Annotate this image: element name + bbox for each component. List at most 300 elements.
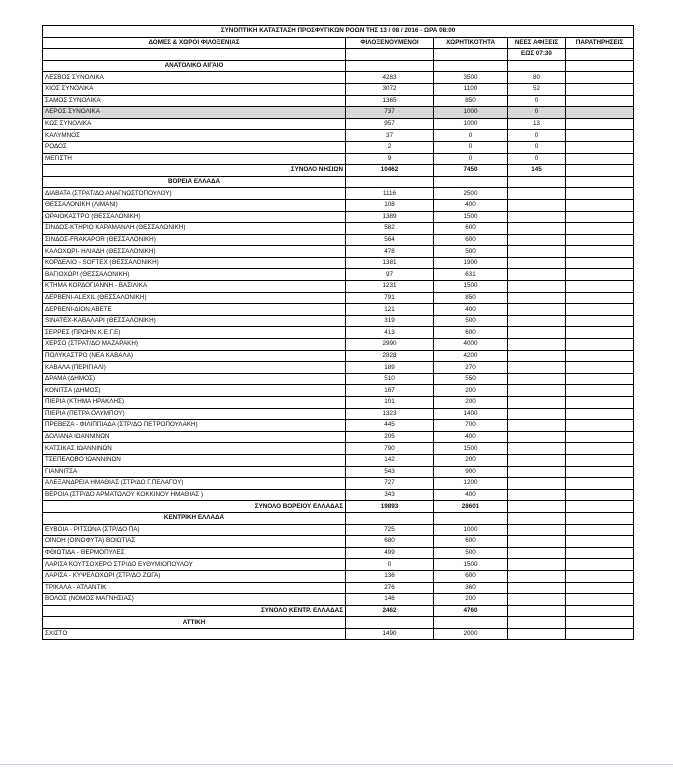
capacity-value: 200: [434, 454, 508, 466]
table-row: [43, 489, 634, 501]
structure-name: ΔΕΡΒΕΝΙ-ΔΙΟΝ ΑΒΕΤΕ: [43, 304, 346, 316]
table-row: [43, 466, 634, 478]
capacity-value: 28601: [434, 501, 508, 513]
capacity-value: 0: [434, 130, 508, 142]
empty-cell: [508, 617, 566, 629]
capacity-value: 850: [434, 292, 508, 304]
hosted-value: 146: [346, 594, 434, 606]
capacity-value: 550: [434, 373, 508, 385]
remarks-cell: [566, 141, 634, 153]
arrivals-value: [508, 570, 566, 582]
capacity-value: 1000: [434, 107, 508, 119]
capacity-value: 400: [434, 304, 508, 316]
empty-cell: [434, 617, 508, 629]
refugee-flows-table: [42, 25, 634, 640]
arrivals-value: [508, 246, 566, 258]
structure-name: ΧΙΟΣ ΣΥΝΟΛΙΚΑ: [43, 83, 346, 95]
table-row: [43, 431, 634, 443]
remarks-cell: [566, 478, 634, 490]
structure-name: ΘΕΣΣΑΛΟΝΙΚΗ (ΛΙΜΑΝΙ): [43, 199, 346, 211]
hosted-value: 10462: [346, 165, 434, 177]
capacity-value: 200: [434, 385, 508, 397]
remarks-cell: [566, 257, 634, 269]
empty-cell: [508, 512, 566, 524]
structure-name: ΧΕΡΣΟ (ΣΤΡΑΤ/ΔΟ ΜΑΖΑΡΑΚΗ): [43, 339, 346, 351]
structure-name: ΤΣΕΠΕΛΟΒΟ ΙΩΑΝΝΙΝΩΝ: [43, 454, 346, 466]
structure-name: ΚΩΣ ΣΥΝΟΛΙΚΑ: [43, 118, 346, 130]
arrivals-value: [508, 478, 566, 490]
remarks-cell: [566, 582, 634, 594]
arrivals-value: [508, 466, 566, 478]
hosted-value: 478: [346, 246, 434, 258]
capacity-value: 400: [434, 489, 508, 501]
region-row: [43, 176, 634, 188]
hosted-value: 1490: [346, 628, 434, 640]
structure-name: ΣΕΡΡΕΣ (ΠΡΩΗΝ Κ.Ε.Γ.Ε): [43, 327, 346, 339]
header-structures: ΔΟΜΕΣ & ΧΩΡΟΙ ΦΙΛΟΞΕΝΙΑΣ: [43, 37, 346, 49]
table-row: [43, 397, 634, 409]
capacity-value: 270: [434, 362, 508, 374]
capacity-value: 0: [434, 141, 508, 153]
arrivals-value: [508, 489, 566, 501]
capacity-value: 1500: [434, 281, 508, 293]
hosted-value: 510: [346, 373, 434, 385]
remarks-cell: [566, 501, 634, 513]
header-capacity: ΧΩΡΗΤΙΚΟΤΗΤΑ: [434, 37, 508, 49]
capacity-value: 1000: [434, 524, 508, 536]
hosted-value: 957: [346, 118, 434, 130]
capacity-value: 200: [434, 397, 508, 409]
arrivals-value: [508, 501, 566, 513]
hosted-value: 136: [346, 570, 434, 582]
structure-name: ΟΙΝΟΗ (ΟΙΝΟΦΥΤΑ) ΒΟΙΩΤΙΑΣ: [43, 536, 346, 548]
arrivals-value: [508, 234, 566, 246]
hosted-value: 205: [346, 431, 434, 443]
structure-name: ΛΕΣΒΟΣ ΣΥΝΟΛΙΚΑ: [43, 72, 346, 84]
remarks-cell: [566, 315, 634, 327]
remarks-cell: [566, 350, 634, 362]
arrivals-value: [508, 315, 566, 327]
arrivals-value: 0: [508, 95, 566, 107]
structure-name: SINATEX-ΚΑΒΑΛΑΡΙ (ΘΕΣΣΑΛΟΝΙΚΗ): [43, 315, 346, 327]
table-row: [43, 72, 634, 84]
arrivals-value: [508, 420, 566, 432]
structure-name: ΓΙΑΝΝΙΤΣΑ: [43, 466, 346, 478]
table-row: [43, 443, 634, 455]
remarks-cell: [566, 454, 634, 466]
remarks-cell: [566, 130, 634, 142]
remarks-cell: [566, 605, 634, 617]
hosted-value: 0: [346, 559, 434, 571]
table-row: [43, 420, 634, 432]
hosted-value: 121: [346, 304, 434, 316]
table-row: [43, 582, 634, 594]
remarks-cell: [566, 95, 634, 107]
arrivals-value: 0: [508, 130, 566, 142]
structure-name: ΔΙΑΒΑΤΑ (ΣΤΡΑΤ/ΔΟ ΑΝΑΓΝΩΣΤΟΠΟΥΛΟΥ): [43, 188, 346, 200]
table-row: [43, 478, 634, 490]
arrivals-value: [508, 559, 566, 571]
structure-name: ΚΑΛΥΜΝΟΣ: [43, 130, 346, 142]
remarks-cell: [566, 408, 634, 420]
structure-name: ΚΑΤΣΙΚΑΣ ΙΩΑΝΝΙΝΩΝ: [43, 443, 346, 455]
table-row: [43, 559, 634, 571]
capacity-value: 631: [434, 269, 508, 281]
structure-name: ΒΑΓΙΟΧΩΡΙ (ΘΕΣΣΑΛΟΝΙΚΗ): [43, 269, 346, 281]
capacity-value: 700: [434, 420, 508, 432]
table-title-row: [43, 26, 634, 38]
table-row: [43, 594, 634, 606]
capacity-value: 1400: [434, 408, 508, 420]
table-row: [43, 199, 634, 211]
empty-cell: [434, 512, 508, 524]
remarks-cell: [566, 188, 634, 200]
arrivals-value: [508, 628, 566, 640]
empty-cell: [346, 176, 434, 188]
header-subrow: [43, 49, 634, 61]
arrivals-value: 52: [508, 83, 566, 95]
capacity-value: 600: [434, 234, 508, 246]
capacity-value: 7450: [434, 165, 508, 177]
region-name: ΚΕΝΤΡΙΚΗ ΕΛΛΑΔΑ: [43, 512, 346, 524]
structure-name: ΛΑΡΙΣΑ ΚΟΥΤΣΟΧΕΡΟ ΣΤΡ/ΔΟ ΕΥΘΥΜΙΟΠΟΥΛΟΥ: [43, 559, 346, 571]
structure-name: ΕΥΒΟΙΑ - ΡΙΤΣΩΝΑ (ΣΤΡ/ΔΟ ΠΑ): [43, 524, 346, 536]
region-name: ΑΝΑΤΟΛΙΚΟ ΑΙΓΑΙΟ: [43, 60, 346, 72]
arrivals-value: [508, 281, 566, 293]
hosted-value: 97: [346, 269, 434, 281]
arrivals-value: [508, 339, 566, 351]
arrivals-value: [508, 373, 566, 385]
arrivals-value: [508, 211, 566, 223]
remarks-cell: [566, 397, 634, 409]
table-row: [43, 95, 634, 107]
remarks-cell: [566, 83, 634, 95]
remarks-cell: [566, 234, 634, 246]
remarks-cell: [566, 594, 634, 606]
capacity-value: 200: [434, 594, 508, 606]
header-sub-empty: [346, 49, 434, 61]
hosted-value: 19893: [346, 501, 434, 513]
table-row: [43, 223, 634, 235]
table-row: [43, 118, 634, 130]
hosted-value: 499: [346, 547, 434, 559]
table-row: [43, 362, 634, 374]
table-row: [43, 570, 634, 582]
table-row: [43, 373, 634, 385]
table-row: [43, 211, 634, 223]
remarks-cell: [566, 118, 634, 130]
hosted-value: 2: [346, 141, 434, 153]
structure-name: ΑΛΕΞΑΝΔΡΕΙΑ ΗΜΑΘΙΑΣ (ΣΤΡ/ΔΟ Γ.ΠΕΛΑΓΟΥ): [43, 478, 346, 490]
capacity-value: 4200: [434, 350, 508, 362]
arrivals-value: [508, 350, 566, 362]
hosted-value: 319: [346, 315, 434, 327]
hosted-value: 1381: [346, 257, 434, 269]
arrivals-value: [508, 454, 566, 466]
table-row: [43, 292, 634, 304]
arrivals-value: [508, 605, 566, 617]
remarks-cell: [566, 373, 634, 385]
table-row: [43, 257, 634, 269]
hosted-value: 790: [346, 443, 434, 455]
remarks-cell: [566, 304, 634, 316]
hosted-value: 1365: [346, 95, 434, 107]
table-row: [43, 269, 634, 281]
table-row: [43, 524, 634, 536]
empty-cell: [566, 176, 634, 188]
arrivals-value: 80: [508, 72, 566, 84]
empty-cell: [434, 176, 508, 188]
capacity-value: 1900: [434, 257, 508, 269]
capacity-value: 400: [434, 431, 508, 443]
page-bottom-divider: [0, 764, 673, 765]
table-row: [43, 141, 634, 153]
region-row: [43, 60, 634, 72]
capacity-value: 1000: [434, 118, 508, 130]
arrivals-value: [508, 362, 566, 374]
remarks-cell: [566, 420, 634, 432]
arrivals-value: 13: [508, 118, 566, 130]
capacity-value: 4760: [434, 605, 508, 617]
remarks-cell: [566, 327, 634, 339]
hosted-value: 37: [346, 130, 434, 142]
arrivals-value: 0: [508, 141, 566, 153]
structure-name: ΚΑΛΟΧΩΡΙ- ΗΛΙΑΔΗ (ΘΕΣΣΑΛΟΝΙΚΗ): [43, 246, 346, 258]
empty-cell: [346, 617, 434, 629]
capacity-value: 500: [434, 315, 508, 327]
capacity-value: 1100: [434, 83, 508, 95]
hosted-value: 2990: [346, 339, 434, 351]
remarks-cell: [566, 153, 634, 165]
arrivals-value: [508, 443, 566, 455]
arrivals-value: 0: [508, 107, 566, 119]
capacity-value: 2000: [434, 628, 508, 640]
hosted-value: 101: [346, 397, 434, 409]
remarks-cell: [566, 628, 634, 640]
table-row: [43, 628, 634, 640]
region-name: ΑΤΤΙΚΗ: [43, 617, 346, 629]
structure-name: ΣΙΝΔΟΣ-FRAKAPOR (ΘΕΣΣΑΛΟΝΙΚΗ): [43, 234, 346, 246]
structure-name: ΡΟΔΟΣ: [43, 141, 346, 153]
structure-name: ΠΟΛΥΚΑΣΤΡΟ (ΝΕΑ ΚΑΒΑΛΑ): [43, 350, 346, 362]
region-row: [43, 512, 634, 524]
table-row: [43, 408, 634, 420]
structure-name: ΛΑΡΙΣΑ - ΚΥΨΕΛΟΧΩΡΙ (ΣΤΡ/ΔΟ ΖΩΓΑ): [43, 570, 346, 582]
structure-name: ΠΙΕΡΙΑ (ΚΤΗΜΑ ΗΡΑΚΛΗΣ): [43, 397, 346, 409]
arrivals-value: [508, 223, 566, 235]
remarks-cell: [566, 570, 634, 582]
empty-cell: [508, 176, 566, 188]
capacity-value: 1500: [434, 211, 508, 223]
structure-name: ΒΟΛΟΣ (ΝΟΜΟΣ ΜΑΓΝΗΣΙΑΣ): [43, 594, 346, 606]
hosted-value: 1389: [346, 211, 434, 223]
hosted-value: 2462: [346, 605, 434, 617]
remarks-cell: [566, 466, 634, 478]
capacity-value: 400: [434, 199, 508, 211]
table-row: [43, 454, 634, 466]
capacity-value: 2500: [434, 188, 508, 200]
arrivals-value: [508, 188, 566, 200]
structure-name: ΔΡΑΜΑ (ΔΗΜΟΣ): [43, 373, 346, 385]
arrivals-value: [508, 536, 566, 548]
remarks-cell: [566, 536, 634, 548]
arrivals-value: [508, 431, 566, 443]
capacity-value: 4000: [434, 339, 508, 351]
table-row: [43, 234, 634, 246]
region-name: ΒΟΡΕΙΑ ΕΛΛΑΔΑ: [43, 176, 346, 188]
remarks-cell: [566, 72, 634, 84]
capacity-value: 0: [434, 153, 508, 165]
structure-name: ΒΕΡΟΙΑ (ΣΤΡ/ΔΟ ΑΡΜΑΤΩΛΟΥ ΚΟΚΚΙΝΟΥ ΗΜΑΘΙΑΣ ): [43, 489, 346, 501]
structure-name: ΩΡΑΙΟΚΑΣΤΡΟ (ΘΕΣΣΑΛΟΝΙΚΗ): [43, 211, 346, 223]
hosted-value: 737: [346, 107, 434, 119]
capacity-value: 600: [434, 223, 508, 235]
empty-cell: [346, 60, 434, 72]
structure-name: ΜΕΓΙΣΤΗ: [43, 153, 346, 165]
hosted-value: 791: [346, 292, 434, 304]
capacity-value: 600: [434, 536, 508, 548]
hosted-value: 276: [346, 582, 434, 594]
hosted-value: 4283: [346, 72, 434, 84]
empty-cell: [508, 60, 566, 72]
table-row: [43, 385, 634, 397]
remarks-cell: [566, 339, 634, 351]
total-row: [43, 605, 634, 617]
hosted-value: 1323: [346, 408, 434, 420]
table-row: [43, 339, 634, 351]
remarks-cell: [566, 431, 634, 443]
empty-cell: [566, 512, 634, 524]
remarks-cell: [566, 107, 634, 119]
capacity-value: 900: [434, 466, 508, 478]
remarks-cell: [566, 443, 634, 455]
table-row: [43, 83, 634, 95]
structure-name: ΣΧΙΣΤΟ: [43, 628, 346, 640]
header-remarks: ΠΑΡΑΤΗΡΗΣΕΙΣ: [566, 37, 634, 49]
hosted-value: 343: [346, 489, 434, 501]
refugee-flows-sheet: [42, 25, 633, 640]
capacity-value: 1500: [434, 559, 508, 571]
table-row: [43, 547, 634, 559]
hosted-value: 413: [346, 327, 434, 339]
hosted-value: 1231: [346, 281, 434, 293]
arrivals-value: [508, 547, 566, 559]
structure-name: ΚΑΒΑΛΑ (ΠΕΡΙΓΙΑΛΙ): [43, 362, 346, 374]
structure-name: ΚΟΝΙΤΣΑ (ΔΗΜΟΣ): [43, 385, 346, 397]
remarks-cell: [566, 489, 634, 501]
remarks-cell: [566, 524, 634, 536]
total-label: ΣΥΝΟΛΟ ΒΟΡΕΙΟΥ ΕΛΛΑΔΑΣ: [43, 501, 346, 513]
hosted-value: 725: [346, 524, 434, 536]
hosted-value: 543: [346, 466, 434, 478]
arrivals-value: [508, 582, 566, 594]
capacity-value: 3500: [434, 72, 508, 84]
hosted-value: 167: [346, 385, 434, 397]
hosted-value: 727: [346, 478, 434, 490]
table-row: [43, 350, 634, 362]
hosted-value: 582: [346, 223, 434, 235]
empty-cell: [566, 617, 634, 629]
remarks-cell: [566, 246, 634, 258]
table-row: [43, 107, 634, 119]
table-row: [43, 536, 634, 548]
header-sub-empty: [566, 49, 634, 61]
arrivals-value: [508, 397, 566, 409]
arrivals-value: 145: [508, 165, 566, 177]
capacity-value: 500: [434, 547, 508, 559]
structure-name: ΣΑΜΟΣ ΣΥΝΟΛΙΚΑ: [43, 95, 346, 107]
table-row: [43, 130, 634, 142]
structure-name: ΚΟΡΔΕΛΙΟ - SOFTEX (ΘΕΣΣΑΛΟΝΙΚΗ): [43, 257, 346, 269]
arrivals-value: [508, 199, 566, 211]
capacity-value: 600: [434, 327, 508, 339]
arrivals-value: [508, 269, 566, 281]
remarks-cell: [566, 223, 634, 235]
structure-name: ΦΘΙΩΤΙΔΑ - ΘΕΡΜΟΠΥΛΕΣ: [43, 547, 346, 559]
arrivals-value: [508, 594, 566, 606]
capacity-value: 500: [434, 246, 508, 258]
capacity-value: 360: [434, 582, 508, 594]
header-arrivals: ΝΕΕΣ ΑΦΙΞΕΙΣ: [508, 37, 566, 49]
arrivals-value: [508, 304, 566, 316]
table-row: [43, 304, 634, 316]
hosted-value: 9: [346, 153, 434, 165]
remarks-cell: [566, 292, 634, 304]
header-sub-empty: [434, 49, 508, 61]
structure-name: ΚΤΗΜΑ ΚΟΡΔΟΓΙΑΝΝΗ - ΒΑΣΙΛΙΚΑ: [43, 281, 346, 293]
hosted-value: 680: [346, 536, 434, 548]
arrivals-value: [508, 524, 566, 536]
arrivals-value: 0: [508, 153, 566, 165]
structure-name: ΛΕΡΟΣ ΣΥΝΟΛΙΚΑ: [43, 107, 346, 119]
remarks-cell: [566, 211, 634, 223]
remarks-cell: [566, 269, 634, 281]
total-row: [43, 501, 634, 513]
total-row: [43, 165, 634, 177]
arrivals-value: [508, 257, 566, 269]
hosted-value: 445: [346, 420, 434, 432]
structure-name: ΣΙΝΔΟΣ-ΚΤΗΡΙΟ ΚΑΡΑΜΑΝΛΗ (ΘΕΣΣΑΛΟΝΙΚΗ): [43, 223, 346, 235]
header-hosted: ΦΙΛΟΞΕΝΟΥΜΕΝΟΙ: [346, 37, 434, 49]
header-row: [43, 37, 634, 49]
capacity-value: 850: [434, 95, 508, 107]
arrivals-value: [508, 408, 566, 420]
structure-name: ΔΟΛΙΑΝΑ ΙΩΑΝΝΙΝΩΝ: [43, 431, 346, 443]
hosted-value: 108: [346, 199, 434, 211]
total-label: ΣΥΝΟΛΟ ΚΕΝΤΡ. ΕΛΛΑΔΑΣ: [43, 605, 346, 617]
table-row: [43, 327, 634, 339]
hosted-value: 142: [346, 454, 434, 466]
empty-cell: [434, 60, 508, 72]
empty-cell: [566, 60, 634, 72]
table-title: ΣΥΝΟΠΤΙΚΗ ΚΑΤΑΣΤΑΣΗ ΠΡΟΣΦΥΓΙΚΩΝ ΡΟΩΝ ΤΗΣ 13 / 08 / 2016 - ΩΡΑ 08:00: [43, 26, 634, 38]
structure-name: ΠΡΕΒΕΖΑ - ΦΙΛΙΠΠΙΑΔΑ (ΣΤΡ/ΔΟ ΠΕΤΡΟΠΟΥΛΑΚΗ): [43, 420, 346, 432]
remarks-cell: [566, 281, 634, 293]
remarks-cell: [566, 165, 634, 177]
table-row: [43, 281, 634, 293]
structure-name: ΔΕΡΒΕΝΙ-ALEXIL (ΘΕΣΣΑΛΟΝΙΚΗ): [43, 292, 346, 304]
arrivals-value: [508, 327, 566, 339]
hosted-value: 3072: [346, 83, 434, 95]
hosted-value: 564: [346, 234, 434, 246]
hosted-value: 2828: [346, 350, 434, 362]
remarks-cell: [566, 559, 634, 571]
structure-name: ΤΡΙΚΑΛΑ - ΑΤΛΑΝΤΙΚ: [43, 582, 346, 594]
region-row: [43, 617, 634, 629]
arrivals-value: [508, 385, 566, 397]
header-sub-empty: [43, 49, 346, 61]
remarks-cell: [566, 362, 634, 374]
